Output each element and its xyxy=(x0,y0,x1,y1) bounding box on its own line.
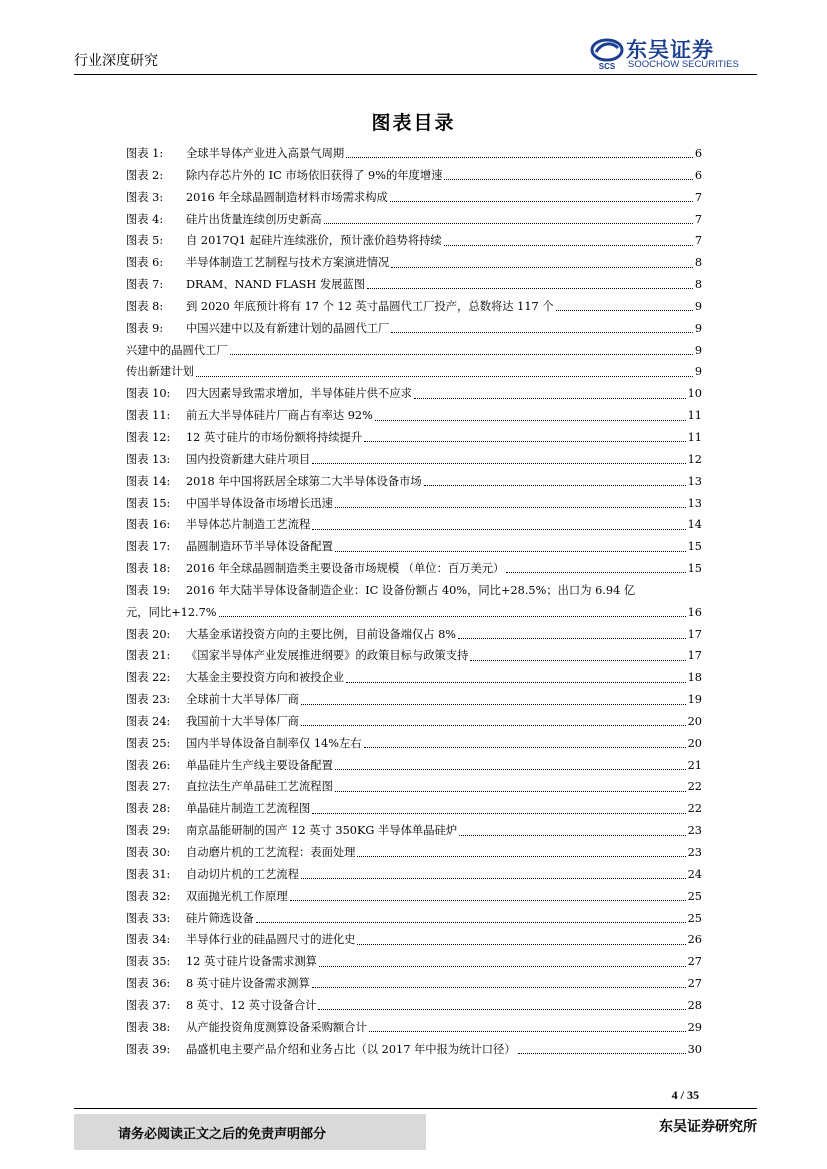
toc-leader-dots xyxy=(357,856,685,857)
toc-entry-text: 从产能投资角度测算设备采购额合计 xyxy=(186,1020,367,1034)
toc-entry-page: 9 xyxy=(694,321,702,335)
toc-entry-text: 除内存芯片外的 IC 市场依旧获得了 9%的年度增速 xyxy=(186,168,443,182)
toc-entry[interactable] xyxy=(126,733,702,755)
toc-entry-label: 图表 8: xyxy=(126,299,164,313)
toc-entry[interactable] xyxy=(126,449,702,471)
brand-logo xyxy=(590,36,760,72)
toc-entry[interactable] xyxy=(126,624,702,646)
toc-entry[interactable] xyxy=(126,536,702,558)
toc-entry[interactable] xyxy=(126,252,702,274)
toc-entry-page: 29 xyxy=(687,1020,702,1034)
toc-leader-dots xyxy=(335,507,686,508)
toc-entry[interactable] xyxy=(126,165,702,187)
toc-entry-page: 26 xyxy=(687,933,702,947)
toc-entry[interactable] xyxy=(126,886,702,908)
toc-leader-dots xyxy=(335,769,686,770)
toc-leader-dots xyxy=(364,747,686,748)
toc-entry[interactable] xyxy=(126,689,702,711)
toc-entry[interactable] xyxy=(126,908,702,930)
toc-leader-dots xyxy=(390,201,693,202)
toc-title: 图表目录 xyxy=(371,112,456,134)
toc-entry-text: 单晶硅片生产线主要设备配置 xyxy=(186,758,333,772)
toc-entry-page: 27 xyxy=(687,977,702,991)
toc-entry-label: 图表 35: xyxy=(126,955,171,969)
toc-entry-label: 图表 14: xyxy=(126,474,171,488)
toc-entry[interactable] xyxy=(126,755,702,777)
toc-entry-page: 13 xyxy=(687,474,702,488)
toc-leader-dots xyxy=(312,463,685,464)
toc-entry[interactable] xyxy=(126,820,702,842)
toc-entry-text: 直拉法生产单晶硅工艺流程图 xyxy=(186,780,333,794)
toc-entry-page: 25 xyxy=(687,889,702,903)
toc-entry-text: 8 英寸、12 英寸设备合计 xyxy=(186,998,317,1012)
toc-entry[interactable] xyxy=(126,667,702,689)
toc-entry-text: 全球半导体产业进入高景气周期 xyxy=(186,147,345,160)
toc-entry-text: 自 2017Q1 起硅片连续涨价，预计涨价趋势将持续 xyxy=(186,234,442,248)
toc-leader-dots xyxy=(518,1053,686,1054)
toc-entry-page: 30 xyxy=(687,1042,702,1056)
toc-entry-label: 图表 24: xyxy=(126,714,171,728)
toc-leader-dots xyxy=(367,288,693,289)
toc-entry-text: 我国前十大半导体厂商 xyxy=(186,714,299,728)
toc-entry-text: 半导体行业的硅晶圆尺寸的进化史 xyxy=(186,933,356,947)
toc-entry-page: 21 xyxy=(687,758,702,772)
toc-entry[interactable] xyxy=(126,776,702,798)
toc-entry-label: 图表 21: xyxy=(126,649,171,663)
toc-leader-dots xyxy=(312,529,685,530)
toc-entry-page: 17 xyxy=(687,627,702,641)
toc-entry-page: 9 xyxy=(694,343,702,357)
toc-entry-page: 23 xyxy=(687,824,702,838)
toc-entry-text: 兴建中的晶圆代工厂 xyxy=(126,343,228,357)
scs-logo-icon xyxy=(590,38,624,70)
logo-subtitle: SOOCHOW SECURITIES xyxy=(628,59,739,70)
toc-entry-text: 12 英寸硅片设备需求测算 xyxy=(186,955,317,969)
toc-entry-text: 传出新建计划 xyxy=(126,365,194,379)
toc-entry-label: 图表 4: xyxy=(126,212,164,226)
toc-entry-page: 17 xyxy=(687,649,702,663)
toc-entry-label: 图表 39: xyxy=(126,1042,171,1056)
toc-entry-label: 图表 20: xyxy=(126,627,171,641)
toc-entry-page: 6 xyxy=(694,147,702,160)
toc-entry[interactable] xyxy=(126,798,702,820)
toc-leader-dots xyxy=(364,441,686,442)
toc-entry-label: 图表 3: xyxy=(126,190,164,204)
toc-entry-label: 图表 29: xyxy=(126,824,171,838)
toc-entry-label: 图表 18: xyxy=(126,562,171,576)
toc-leader-dots xyxy=(196,376,693,377)
toc-entry[interactable] xyxy=(126,318,702,340)
toc-entry-label: 图表 27: xyxy=(126,780,171,794)
toc-leader-dots xyxy=(459,835,686,836)
toc-leader-dots xyxy=(318,1009,685,1010)
toc-leader-dots xyxy=(335,791,686,792)
toc-leader-dots xyxy=(346,157,693,158)
toc-leader-dots xyxy=(301,878,686,879)
toc-entry-text: 前五大半导体硅片厂商占有率达 92% xyxy=(186,409,373,423)
toc-leader-dots xyxy=(444,245,693,246)
toc-leader-dots xyxy=(470,660,685,661)
toc-entry-page: 25 xyxy=(687,911,702,925)
toc-entry-text: 国内半导体设备自制率仅 14%左右 xyxy=(186,736,362,750)
toc-leader-dots xyxy=(424,485,686,486)
toc-entry-text: DRAM、NAND FLASH 发展蓝图 xyxy=(186,278,366,292)
toc-entry[interactable] xyxy=(126,187,702,209)
toc-entry[interactable] xyxy=(126,143,702,165)
toc-leader-dots xyxy=(324,223,693,224)
toc-entry-text: 自动磨片机的工艺流程：表面处理 xyxy=(186,846,356,859)
toc-entry-label: 图表 28: xyxy=(126,802,171,816)
toc-entry-text: 国内投资新建大硅片项目 xyxy=(186,452,311,466)
toc-entry[interactable] xyxy=(126,361,702,383)
toc-entry-label: 图表 25: xyxy=(126,736,171,750)
toc-entry-page: 13 xyxy=(687,496,702,510)
toc-entry-page: 28 xyxy=(687,998,702,1012)
page-number: 4 / 35 xyxy=(671,1088,699,1102)
toc-entry-page: 27 xyxy=(687,955,702,969)
toc-entry[interactable] xyxy=(126,645,702,667)
toc-entry-text: 2016 年全球晶圆制造材料市场需求构成 xyxy=(186,190,388,204)
toc-entry-label: 图表 6: xyxy=(126,256,164,270)
toc-leader-dots xyxy=(290,900,686,901)
toc-entry[interactable] xyxy=(126,951,702,973)
toc-entry-text: 全球前十大半导体厂商 xyxy=(186,693,299,707)
toc-entry-text: 中国半导体设备市场增长迅速 xyxy=(186,496,333,510)
toc-entry-page: 8 xyxy=(694,256,702,270)
toc-entry-page: 11 xyxy=(687,430,702,444)
toc-entry[interactable] xyxy=(126,1039,702,1061)
toc-entry-label: 图表 13: xyxy=(126,452,171,466)
toc-entry-page: 8 xyxy=(694,278,702,292)
toc-entry-text: 2018 年中国将跃居全球第二大半导体设备市场 xyxy=(186,474,422,488)
toc-leader-dots xyxy=(312,987,686,988)
toc-entry-page: 7 xyxy=(694,212,702,226)
toc-entry-label: 图表 31: xyxy=(126,867,171,881)
toc-entry-page: 22 xyxy=(687,802,702,816)
toc-entry-text: 《国家半导体产业发展推进纲要》的政策目标与政策支持 xyxy=(186,649,469,663)
toc-leader-dots xyxy=(312,813,685,814)
table-of-figures xyxy=(126,143,702,1060)
toc-entry-label: 图表 36: xyxy=(126,977,171,991)
toc-entry[interactable] xyxy=(126,711,702,733)
toc-entry-text: 硅片筛选设备 xyxy=(186,911,254,925)
toc-entry-text: 双面抛光机工作原理 xyxy=(186,889,288,903)
toc-entry-text: 12 英寸硅片的市场份额将持续提升 xyxy=(186,430,363,444)
toc-entry-text: 硅片出货量连续创历史新高 xyxy=(186,212,322,226)
toc-entry-label: 图表 10: xyxy=(126,387,171,401)
toc-entry-page: 18 xyxy=(687,671,702,685)
logo-name: 东吴证券 xyxy=(626,38,714,62)
toc-entry-label: 图表 34: xyxy=(126,933,171,947)
toc-entry-page: 24 xyxy=(687,867,702,881)
toc-leader-dots xyxy=(414,398,686,399)
toc-entry-text: 到 2020 年底预计将有 17 个 12 英寸晶圆代工厂投产，总数将达 117 个 xyxy=(186,299,554,313)
toc-leader-dots xyxy=(556,310,693,311)
toc-entry-label: 图表 23: xyxy=(126,693,171,707)
toc-leader-dots xyxy=(506,572,685,573)
toc-entry-page: 7 xyxy=(694,190,702,204)
toc-leader-dots xyxy=(369,1031,686,1032)
toc-entry[interactable] xyxy=(126,929,702,951)
toc-entry-label: 图表 11: xyxy=(126,409,171,423)
toc-entry-label: 图表 19: xyxy=(126,583,171,597)
toc-entry-label: 图表 2: xyxy=(126,168,164,182)
toc-entry-text: 2016 年全球晶圆制造类主要设备市场规模 （单位：百万美元） xyxy=(186,562,505,576)
toc-entry-page: 7 xyxy=(694,234,702,248)
toc-entry-text: 大基金承诺投资方向的主要比例，目前设备端仅占 8% xyxy=(186,627,457,641)
toc-entry-text: 8 英寸硅片设备需求测算 xyxy=(186,977,310,991)
toc-entry-text-continued: 元，同比+12.7% xyxy=(126,605,217,619)
toc-entry[interactable] xyxy=(126,209,702,231)
toc-entry[interactable] xyxy=(126,493,702,515)
toc-entry[interactable] xyxy=(126,471,702,493)
toc-entry-page: 6 xyxy=(694,168,702,182)
toc-leader-dots xyxy=(219,616,686,617)
disclaimer-text: 请务必阅读正文之后的免责声明部分 xyxy=(118,1127,327,1142)
toc-entry-label: 图表 1: xyxy=(126,147,164,160)
toc-entry[interactable] xyxy=(126,995,702,1017)
toc-entry-label: 图表 9: xyxy=(126,321,164,335)
toc-leader-dots xyxy=(375,420,686,421)
toc-entry-text: 2016 年大陆半导体设备制造企业：IC 设备份额占 40%，同比+28.5%；出口为 6.94 亿 xyxy=(186,583,636,597)
toc-entry-label: 图表 37: xyxy=(126,998,171,1012)
institute-name: 东吴证券研究所 xyxy=(659,1119,757,1135)
toc-entry[interactable] xyxy=(126,973,702,995)
toc-entry[interactable] xyxy=(126,296,702,318)
toc-entry-label: 图表 16: xyxy=(126,518,171,532)
header-divider xyxy=(74,74,757,75)
toc-entry-text: 半导体芯片制造工艺流程 xyxy=(186,518,311,532)
toc-entry[interactable] xyxy=(126,1017,702,1039)
toc-entry-label: 图表 22: xyxy=(126,671,171,685)
toc-leader-dots xyxy=(458,638,686,639)
toc-leader-dots xyxy=(357,944,685,945)
toc-entry[interactable] xyxy=(126,558,702,580)
toc-leader-dots xyxy=(256,922,686,923)
toc-leader-dots xyxy=(346,682,685,683)
toc-entry[interactable] xyxy=(126,274,702,296)
toc-entry-label: 图表 17: xyxy=(126,540,171,554)
footer-divider xyxy=(74,1108,757,1109)
toc-entry-page: 19 xyxy=(687,693,702,707)
toc-entry[interactable] xyxy=(126,580,702,624)
logo-mark-text: SCS xyxy=(598,62,616,70)
toc-entry-text: 自动切片机的工艺流程 xyxy=(186,867,299,881)
toc-entry-page: 9 xyxy=(694,365,702,379)
toc-entry-text: 半导体制造工艺制程与技术方案演进情况 xyxy=(186,256,390,270)
toc-entry[interactable] xyxy=(126,842,702,864)
toc-entry-page: 11 xyxy=(687,409,702,423)
toc-leader-dots xyxy=(391,267,692,268)
toc-entry-label: 图表 26: xyxy=(126,758,171,772)
toc-entry-label: 图表 32: xyxy=(126,889,171,903)
toc-entry[interactable] xyxy=(126,864,702,886)
toc-entry-page: 20 xyxy=(687,736,702,750)
toc-entry-label: 图表 5: xyxy=(126,234,164,248)
toc-entry-page: 9 xyxy=(694,299,702,313)
toc-leader-dots xyxy=(391,332,692,333)
toc-entry-text: 四大因素导致需求增加，半导体硅片供不应求 xyxy=(186,387,412,401)
toc-entry[interactable] xyxy=(126,427,702,449)
disclaimer-bar xyxy=(74,1114,426,1150)
toc-entry-text: 中国兴建中以及有新建计划的晶圆代工厂 xyxy=(186,321,390,335)
toc-entry-text: 南京晶能研制的国产 12 英寸 350KG 半导体单晶硅炉 xyxy=(186,824,458,838)
toc-leader-dots xyxy=(301,704,686,705)
toc-entry-page: 15 xyxy=(687,562,702,576)
toc-entry-label: 图表 15: xyxy=(126,496,171,510)
header-category: 行业深度研究 xyxy=(74,53,158,69)
toc-entry-label: 图表 30: xyxy=(126,846,171,859)
toc-entry-page: 14 xyxy=(687,518,702,532)
toc-entry-page: 15 xyxy=(687,540,702,554)
toc-entry[interactable] xyxy=(126,340,702,362)
toc-entry-page: 23 xyxy=(687,846,702,859)
toc-leader-dots xyxy=(230,354,693,355)
toc-entry[interactable] xyxy=(126,230,702,252)
toc-entry-page: 12 xyxy=(687,452,702,466)
toc-entry-label: 图表 12: xyxy=(126,430,171,444)
toc-entry-text: 晶圆制造环节半导体设备配置 xyxy=(186,540,333,554)
toc-entry[interactable] xyxy=(126,405,702,427)
toc-entry-label: 图表 33: xyxy=(126,911,171,925)
toc-entry-label: 图表 38: xyxy=(126,1020,171,1034)
toc-entry-page: 20 xyxy=(687,714,702,728)
toc-entry-text: 大基金主要投资方向和被投企业 xyxy=(186,671,345,685)
toc-entry-page: 10 xyxy=(687,387,702,401)
toc-leader-dots xyxy=(335,551,686,552)
toc-entry-text: 单晶硅片制造工艺流程图 xyxy=(186,802,311,816)
toc-leader-dots xyxy=(301,725,686,726)
toc-entry[interactable] xyxy=(126,514,702,536)
toc-leader-dots xyxy=(319,966,686,967)
toc-leader-dots xyxy=(444,179,692,180)
toc-entry-text: 晶盛机电主要产品介绍和业务占比（以 2017 年中报为统计口径） xyxy=(186,1042,516,1056)
toc-entry-page: 22 xyxy=(687,780,702,794)
toc-entry-page: 16 xyxy=(687,605,702,619)
toc-entry[interactable] xyxy=(126,383,702,405)
toc-entry-label: 图表 7: xyxy=(126,278,164,292)
